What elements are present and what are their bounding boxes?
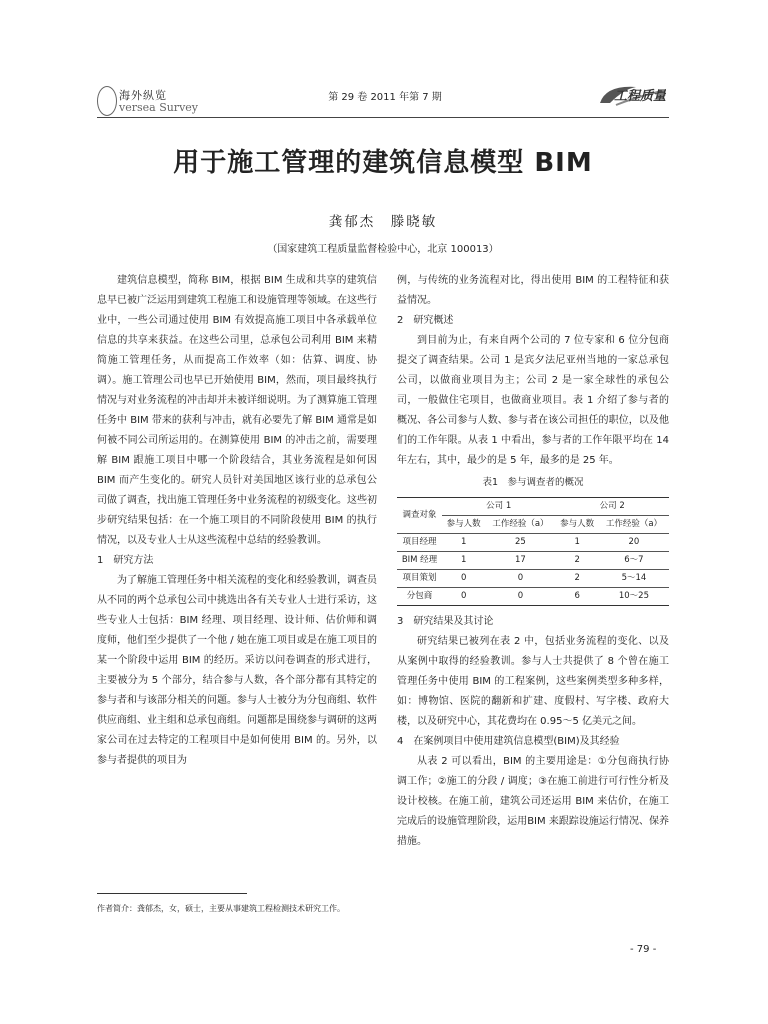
affiliation: （国家建筑工程质量监督检验中心，北京 100013） (267, 244, 499, 255)
logo-text: 工程质量 (614, 89, 666, 104)
section-4-heading: 4 在案例项目中使用建筑信息模型(BIM)及其经验 (397, 736, 620, 747)
right-column (397, 271, 669, 852)
cell: 20 (599, 534, 669, 552)
section-1-heading: 1 研究方法 (97, 555, 154, 566)
row-label: 项目策划 (397, 570, 442, 588)
cell: 2 (555, 570, 598, 588)
cell: 0 (485, 588, 555, 606)
row-label: 分包商 (397, 588, 442, 606)
intro-paragraph: 建筑信息模型，简称 BIM，根据 BIM 生成和共享的建筑信息早已被广泛运用到建筑工程施工和设施管理等领域。在这些行业中，一些公司通过使用 BIM 有效提高施工项目中各承载单位信息的共享来获益。在这些公司里，总承包公司利用 BIM 来精简施工管理任务，从而提高工作效率（如：估算、调度、协调）。施工管理公司也早已开始使用 BIM，然而，项目最终执行情况与对业务流程的冲击却并未被详细说明。为了测算施工管理任务中 BIM 带来的获利与冲击，就有必要先了解 BIM 通常是如何被不同公司所运用的。在测算使用 BIM 的冲击之前，需要理解 BIM 跟施工项目中哪一个阶段结合，其业务流程是如何因 BIM 而产生变化的。研究人员针对美国地区该行业的总承包公司做了调查，找出施工管理任务中业务流程的初级变化。这些初步研究结果包括：在一个施工项目的不同阶段使用 BIM 的执行情况，以及专业人士从这些流程中总结的经验教训。 (97, 275, 377, 546)
section-name-en: versea Survey (119, 101, 199, 114)
table-sub-count: 参与人数 (442, 516, 485, 534)
journal-section-header (97, 84, 257, 118)
section-3-body: 研究结果已被列在表 2 中，包括业务流程的变化、以及从案例中取得的经验教训。参与人士共提供了 8 个曾在施工管理任务中使用 BIM 的工程案例，这些案例类型多种多样，如：博物馆、医院的翻新和扩建、度假村、写字楼、政府大楼，以及研究中心，其花费均在 0.95～5 亿美元之间。 (397, 636, 669, 727)
cell: 5～14 (599, 570, 669, 588)
cell: 0 (442, 588, 485, 606)
left-column (97, 271, 377, 771)
article-title: 用于施工管理的建筑信息模型 BIM (173, 148, 593, 178)
cell: 17 (485, 552, 555, 570)
footnote-divider (97, 893, 247, 894)
row-label: 项目经理 (397, 534, 442, 552)
section-4-body: 从表 2 可以看出，BIM 的主要用途是：①分包商执行协调工作；②施工的分段 / 调度；③在施工前进行可行性分析及设计校核。在施工前，建筑公司还运用 BIM 来估价，在施工完成后的设施管理阶段，运用BIM 来跟踪设施运行情况、保养措施。 (397, 756, 669, 847)
table-row (397, 534, 669, 552)
table-sub-years: 工作经验（a） (599, 516, 669, 534)
section-o-icon (97, 86, 117, 116)
participants-table (397, 497, 669, 606)
section-name-cn: 海外纵览 (119, 89, 167, 102)
section-2-body: 到目前为止，有来自两个公司的 7 位专家和 6 位分包商提交了调查结果。公司 1 是宾夕法尼亚州当地的一家总承包公司，以做商业项目为主；公司 2 是一家全球性的承包公司，一般做住宅项目，也做商业项目。表 1 介绍了参与者的概况、各公司参与人数、参与者在该公司担任的职位，以及他们的工作年限。从表 1 中看出，参与者的工作年限平均在 14 年左右，其中，最少的是 5 年，最多的是 25 年。 (397, 335, 669, 466)
cell: 25 (485, 534, 555, 552)
issue-info: 第 29 卷 2011 年第 7 期 (328, 92, 442, 103)
cell: 0 (442, 570, 485, 588)
section-2-heading: 2 研究概述 (397, 315, 454, 326)
cell: 0 (485, 570, 555, 588)
cell: 2 (555, 552, 598, 570)
cell: 10～25 (599, 588, 669, 606)
cell: 1 (442, 534, 485, 552)
table-group-company1: 公司 1 (442, 498, 555, 516)
page-number: - 79 - (630, 944, 657, 955)
cell: 1 (442, 552, 485, 570)
table-group-company2: 公司 2 (555, 498, 669, 516)
table-row (397, 552, 669, 570)
section-3-heading: 3 研究结果及其讨论 (397, 616, 494, 627)
header-divider (97, 117, 669, 118)
table-col-header: 调查对象 (397, 498, 442, 534)
table-row (397, 570, 669, 588)
table-sub-years: 工作经验（a） (485, 516, 555, 534)
authors: 龚郁杰 滕晓敏 (328, 214, 438, 230)
journal-logo-icon (596, 83, 666, 107)
author-footnote: 作者简介：龚郁杰，女，硕士，主要从事建筑工程检测技术研究工作。 (97, 904, 345, 913)
table-1-title: 表1 参与调查者的概况 (482, 477, 584, 488)
table-sub-count: 参与人数 (555, 516, 598, 534)
cell: 6 (555, 588, 598, 606)
section-1-body: 为了解施工管理任务中相关流程的变化和经验教训，调查员从不同的两个总承包公司中挑选出各有关专业人士进行采访，这些专业人士包括：BIM 经理、项目经理、设计师、估价师和调度师，他们至少提供了一个他 / 她在施工项目或是在施工项目的某一个阶段中运用 BIM 的经历。采访以问卷调查的形式进行，主要被分为 5 个部分，结合参与人数，各个部分都有其特定的参与者和与该部分相关的问题。参与人士被分为分包商组、软件供应商组、业主组和总承包商组。问题都是围绕参与调研的这两家公司在过去特定的工程项目中是如何使用 BIM 的。另外，以参与者提供的项目为 (97, 575, 377, 766)
continued-paragraph: 例，与传统的业务流程对比，得出使用 BIM 的工程特征和获益情况。 (397, 275, 669, 306)
cell: 6～7 (599, 552, 669, 570)
table-row (397, 588, 669, 606)
row-label: BIM 经理 (397, 552, 442, 570)
cell: 1 (555, 534, 598, 552)
